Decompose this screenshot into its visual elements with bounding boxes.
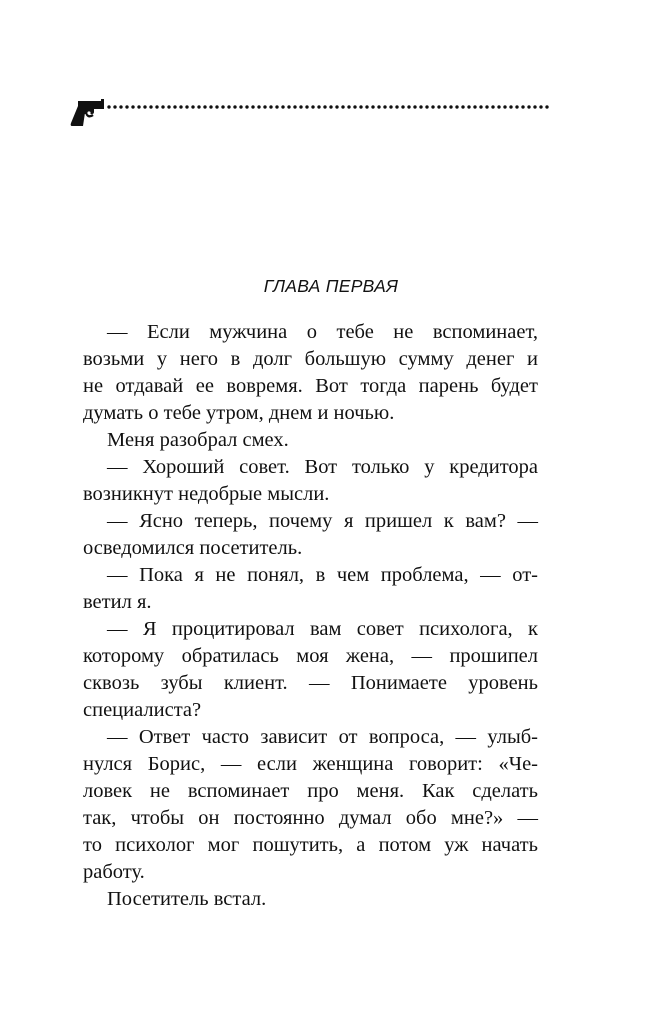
paragraph: [83, 508, 538, 562]
text-line: — Я процитировал вам совет психолога, к: [107, 618, 538, 640]
text-line: ловек не вспоминает про меня. Как сделать: [83, 780, 538, 802]
text-line: сквозь зубы клиент. — Понимаете уровень: [83, 672, 538, 694]
chapter-title: ГЛАВА ПЕРВАЯ: [263, 276, 399, 296]
text-line: возьми у него в долг большую сумму денег и: [83, 348, 538, 370]
paragraph: [83, 427, 538, 454]
paragraph: [83, 724, 538, 886]
text-line: — Ответ часто зависит от вопроса, — улыб-: [107, 726, 538, 748]
text-line: ветил я.: [83, 591, 152, 613]
header-ornament: [70, 98, 550, 132]
paragraph: [83, 319, 538, 427]
text-line: — Ясно теперь, почему я пришел к вам? —: [107, 510, 538, 532]
text-line: Меня разобрал смех.: [107, 429, 289, 451]
text-line: специалиста?: [83, 699, 202, 721]
dot-leader: [106, 104, 550, 110]
text-line: возникнут недобрые мысли.: [83, 483, 330, 505]
text-line: осведомился посетитель.: [83, 537, 303, 559]
text-line: — Если мужчина о тебе не вспоминает,: [107, 321, 538, 343]
text-line: — Хороший совет. Вот только у кредитора: [107, 456, 538, 478]
paragraph: [83, 616, 538, 724]
text-line: нулся Борис, — если женщина говорит: «Че-: [83, 753, 538, 775]
text-line: которому обратилась моя жена, — прошипел: [83, 645, 538, 667]
paragraph: [83, 562, 538, 616]
revolver-icon: [70, 98, 106, 128]
paragraph: [83, 454, 538, 508]
text-body: [83, 319, 538, 913]
text-line: думать о тебе утром, днем и ночью.: [83, 402, 395, 424]
text-line: так, чтобы он постоянно думал обо мне?» —: [83, 807, 538, 829]
paragraph: [83, 886, 538, 913]
text-line: Посетитель встал.: [107, 888, 267, 910]
text-line: то психолог мог пошутить, а потом уж начать: [83, 834, 538, 856]
text-line: — Пока я не понял, в чем проблема, — от-: [107, 564, 538, 586]
text-line: не отдавай ее вовремя. Вот тогда парень будет: [83, 375, 538, 397]
text-line: работу.: [83, 861, 145, 883]
